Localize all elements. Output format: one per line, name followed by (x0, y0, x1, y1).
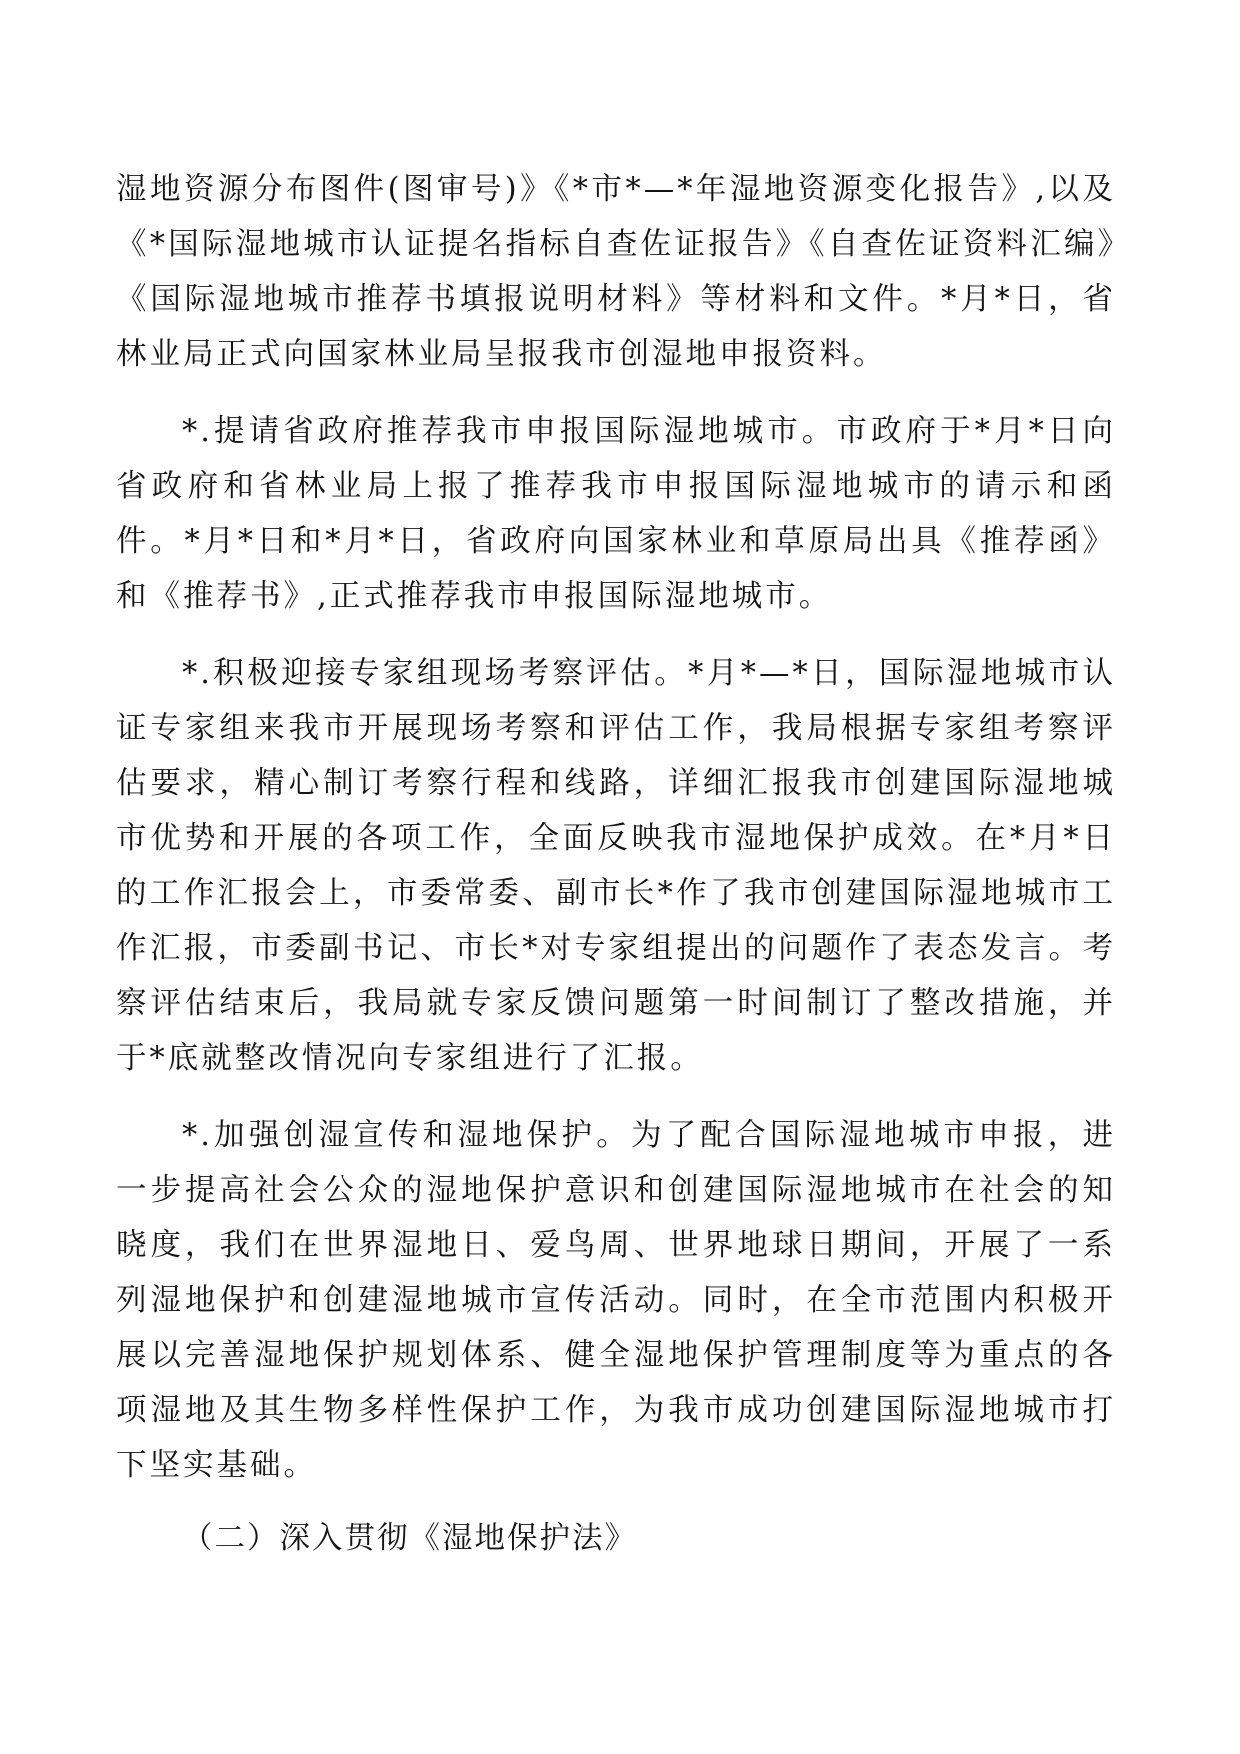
paragraph-expert-assessment: *.积极迎接专家组现场考察评估。*月*—*日，国际湿地城市认证专家组来我市开展现场考察和评估工作，我局根据专家组考察评估要求，精心制订考察行程和线路，详细汇报我市创建国际湿地城市优势和开展的各项工作，全面反映我市湿地保护成效。在*月*日的工作汇报会上，市委常委、副市长*作了我市创建国际湿地城市工作汇报，市委副书记、市长*对专家组提出的问题作了表态发言。考察评估结束后，我局就专家反馈问题第一时间制订了整改措施，并于*底就整改情况向专家组进行了汇报。 (116, 656, 1116, 1076)
paragraph-continued: 湿地资源分布图件(图审号)》《*市*—*年湿地资源变化报告》,以及《*国际湿地城市认证提名指标自查佐证报告》《自查佐证资料汇编》《国际湿地城市推荐书填报说明材料》等材料和文件。*月*日，省林业局正式向国家林业局呈报我市创湿地申报资料。 (116, 172, 1116, 372)
document-body (116, 162, 1116, 1566)
paragraph-publicity-protection: *.加强创湿宣传和湿地保护。为了配合国际湿地城市申报，进一步提高社会公众的湿地保护意识和创建国际湿地城市在社会的知晓度，我们在世界湿地日、爱鸟周、世界地球日期间，开展了一系列湿地保护和创建湿地城市宣传活动。同时，在全市范围内积极开展以完善湿地保护规划体系、健全湿地保护管理制度等为重点的各项湿地及其生物多样性保护工作，为我市成功创建国际湿地城市打下坚实基础。 (116, 1118, 1116, 1483)
section-heading: （二）深入贯彻《湿地保护法》 (182, 1521, 637, 1556)
paragraph-provincial-recommendation: *.提请省政府推荐我市申报国际湿地城市。市政府于*月*日向省政府和省林业局上报了推荐我市申报国际湿地城市的请示和函件。*月*日和*月*日，省政府向国家林业和草原局出具《推荐函》和《推荐书》,正式推荐我市申报国际湿地城市。 (116, 414, 1116, 614)
